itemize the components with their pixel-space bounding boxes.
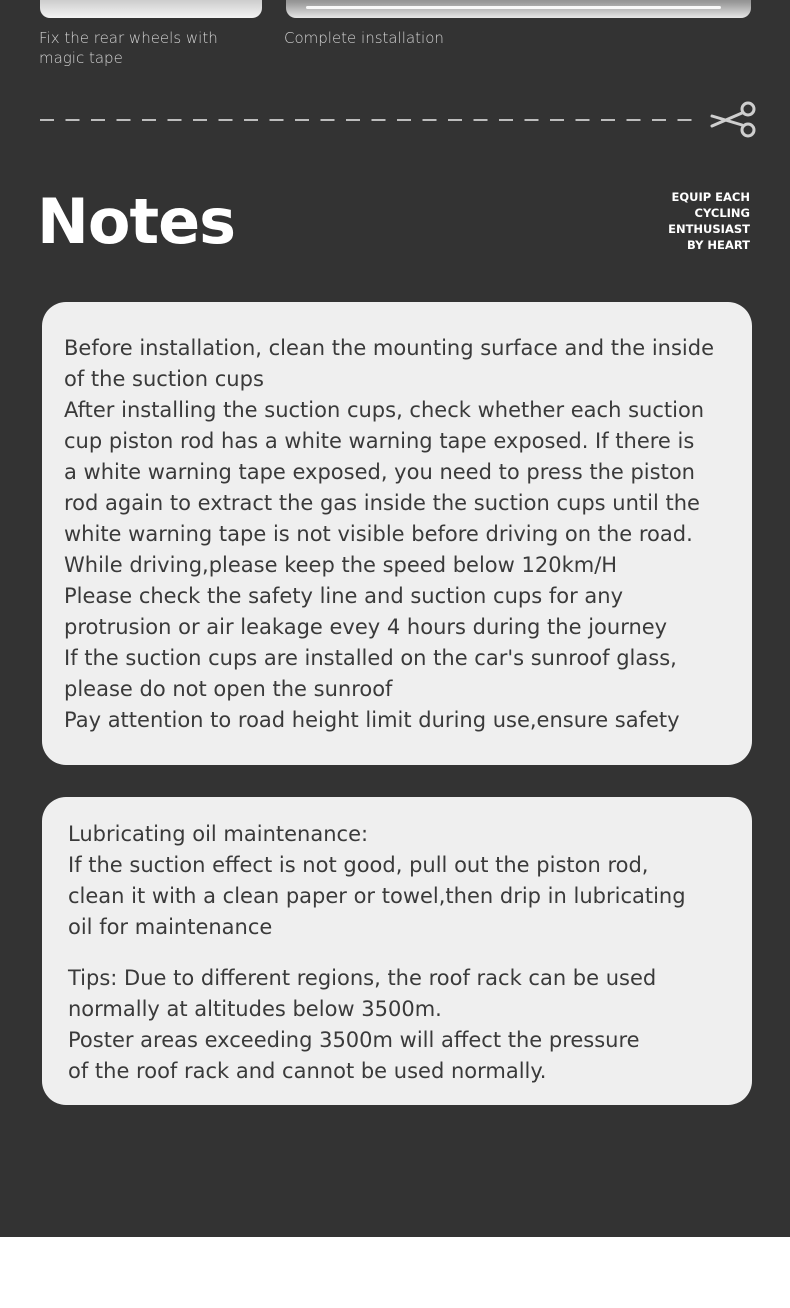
note-line: Before installation, clean the mounting surface and the inside (64, 336, 715, 360)
tips-line: Tips: Due to different regions, the roof rack can be used (68, 966, 657, 990)
note-line: protrusion or air leakage evey 4 hours during the journey (64, 615, 668, 639)
step-image-complete (286, 0, 751, 18)
page-title: Notes (37, 185, 236, 258)
maintenance-line: Lubricating oil maintenance: (68, 822, 369, 846)
note-line: While driving,please keep the speed below 120km/H (64, 553, 618, 577)
note-line: If the suction cups are installed on the car's sunroof glass, (64, 646, 677, 670)
note-line: Please check the safety line and suction cups for any (64, 584, 623, 608)
notes-card (42, 302, 752, 765)
scissors-icon (710, 101, 758, 139)
notes-text (64, 333, 754, 736)
maintenance-line: If the suction effect is not good, pull out the piston rod, (68, 853, 649, 877)
slogan-line: ENTHUSIAST (668, 222, 750, 236)
maintenance-card (42, 797, 752, 1105)
car-roof-highlight (306, 6, 721, 9)
maintenance-text (68, 819, 738, 1087)
note-line: After installing the suction cups, check whether each suction (64, 398, 705, 422)
note-line: a white warning tape exposed, you need to press the piston (64, 460, 695, 484)
slogan-line: CYCLING (694, 206, 750, 220)
step-caption-rear-wheels: Fix the rear wheels with magic tape (39, 29, 218, 67)
paragraph-gap (68, 943, 738, 963)
tips-line: normally at altitudes below 3500m. (68, 997, 442, 1021)
note-line: cup piston rod has a white warning tape exposed. If there is (64, 429, 695, 453)
note-line: Pay attention to road height limit during use,ensure safety (64, 708, 680, 732)
note-line: rod again to extract the gas inside the suction cups until the (64, 491, 700, 515)
slogan-line: EQUIP EACH (671, 190, 750, 204)
tips-line: Poster areas exceeding 3500m will affect the pressure (68, 1028, 640, 1052)
note-line: of the suction cups (64, 367, 264, 391)
dashed-cut-line (40, 119, 694, 121)
maintenance-line: clean it with a clean paper or towel,then drip in lubricating (68, 884, 686, 908)
note-line: white warning tape is not visible before driving on the road. (64, 522, 693, 546)
tips-line: of the roof rack and cannot be used normally. (68, 1059, 547, 1083)
maintenance-line: oil for maintenance (68, 915, 273, 939)
brand-slogan (630, 189, 750, 253)
slogan-line: BY HEART (686, 238, 750, 252)
note-line: please do not open the sunroof (64, 677, 393, 701)
step-image-rear-wheels (40, 0, 262, 18)
step-caption-complete: Complete installation (284, 29, 444, 47)
